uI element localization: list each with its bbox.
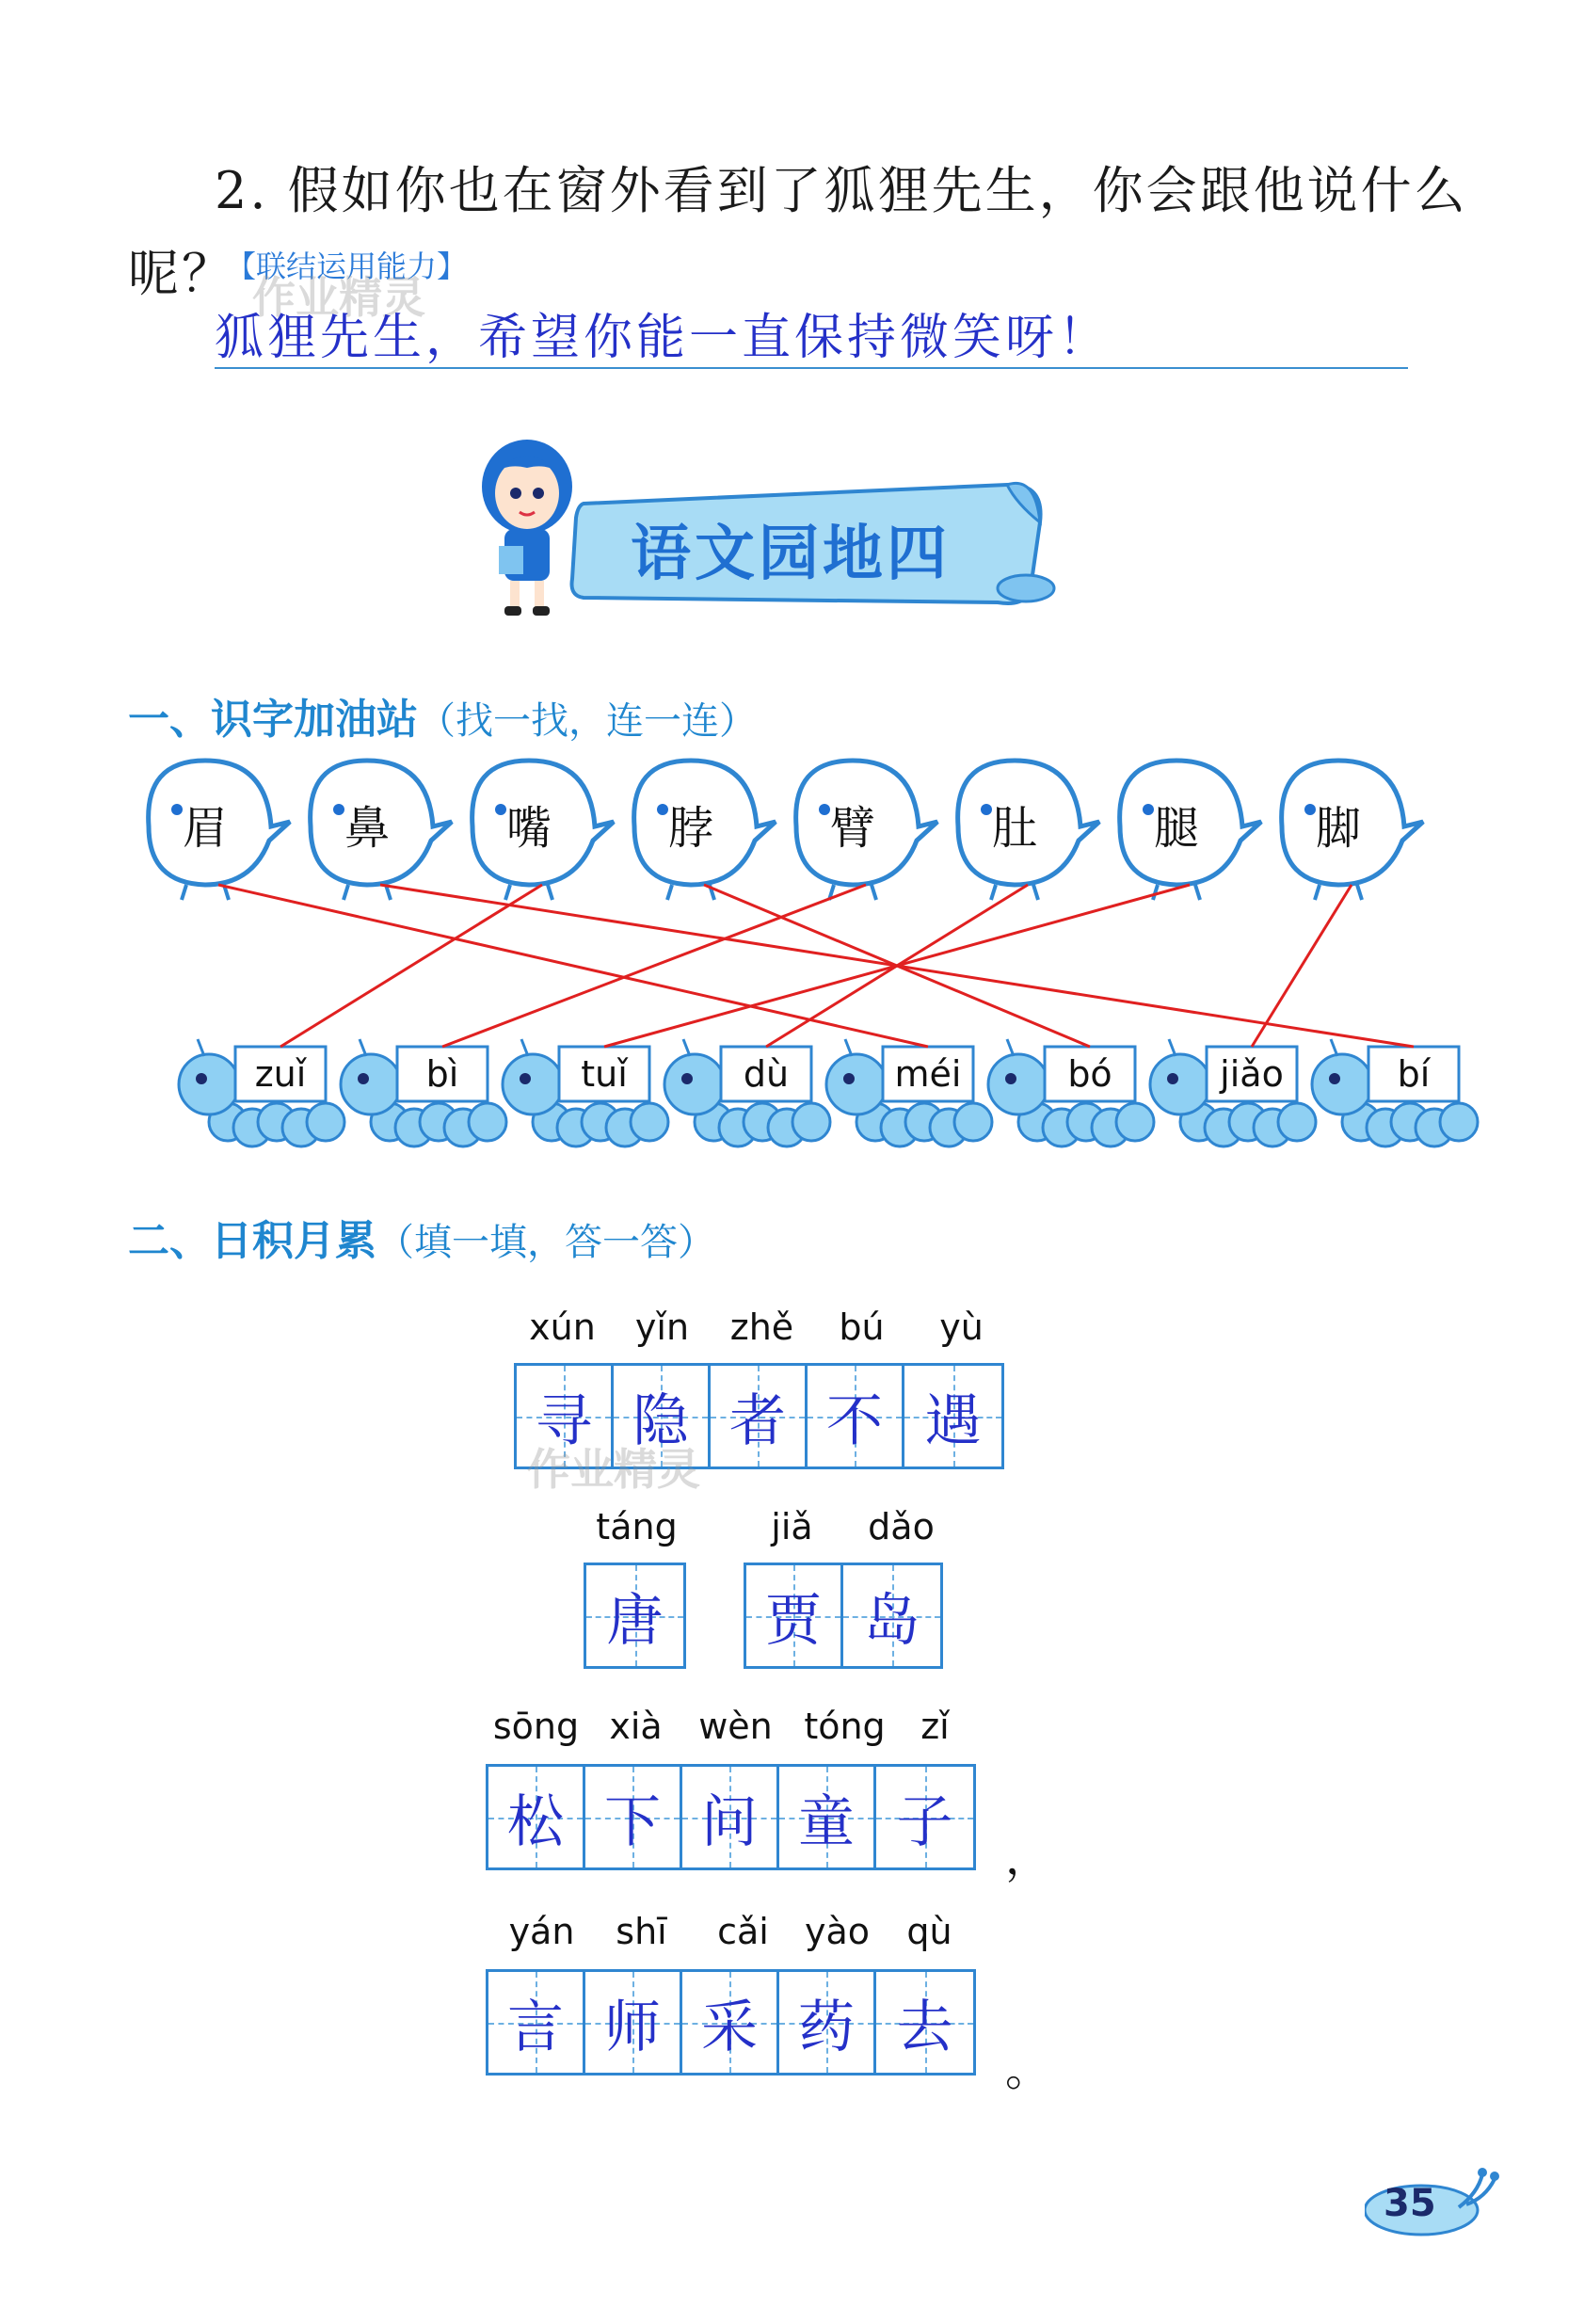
caterpillar-head bbox=[1312, 1054, 1372, 1114]
caterpillar-eye bbox=[681, 1073, 693, 1084]
chick-character: 臂 bbox=[829, 802, 876, 855]
char-cell: 药 bbox=[779, 1972, 876, 2073]
chick-eye bbox=[819, 804, 830, 815]
caterpillar-head bbox=[341, 1054, 401, 1114]
chick-7 bbox=[1120, 761, 1261, 900]
pinyin: shī bbox=[616, 1911, 667, 1952]
caterpillar-7 bbox=[1150, 1039, 1316, 1146]
char-cell: 唐 bbox=[586, 1565, 683, 1666]
match-line bbox=[218, 885, 928, 1047]
dynasty-grid bbox=[584, 1563, 686, 1669]
char-cell: 遇 bbox=[904, 1366, 1001, 1467]
caterpillar-segment bbox=[792, 1103, 830, 1141]
caterpillar-pinyin: méi bbox=[894, 1053, 962, 1095]
question-line-2: 呢？ bbox=[128, 244, 235, 303]
caterpillar-head bbox=[179, 1054, 239, 1114]
caterpillar-antenna bbox=[360, 1039, 366, 1056]
chick-eye bbox=[1304, 804, 1316, 815]
answer-text: 狐狸先生，希望你能一直保持微笑呀！ bbox=[215, 310, 1112, 366]
caterpillar-pinyin: bì bbox=[425, 1053, 459, 1095]
caterpillar-5 bbox=[826, 1039, 992, 1146]
char-cell: 不 bbox=[808, 1366, 904, 1467]
match-line bbox=[1252, 885, 1352, 1047]
chick-character: 嘴 bbox=[505, 802, 552, 855]
watermark-middle: 作业精灵 bbox=[527, 1444, 700, 1495]
caterpillar-segment bbox=[1440, 1103, 1478, 1141]
caterpillar-head bbox=[503, 1054, 563, 1114]
chick-leg bbox=[1195, 885, 1200, 900]
char-cell: 松 bbox=[488, 1767, 585, 1867]
char-cell: 岛 bbox=[843, 1565, 940, 1666]
caterpillar-antenna bbox=[1331, 1039, 1337, 1056]
pinyin: táng bbox=[596, 1506, 678, 1547]
caterpillar-eye bbox=[1329, 1073, 1340, 1084]
poem-title-grid bbox=[514, 1363, 1004, 1469]
pinyin: xún bbox=[529, 1306, 596, 1348]
chick-leg bbox=[1357, 885, 1362, 900]
chick-leg bbox=[1153, 885, 1158, 900]
chick-leg bbox=[991, 885, 996, 900]
pinyin: wèn bbox=[698, 1706, 773, 1747]
caterpillar-segment bbox=[307, 1103, 344, 1141]
chick-leg bbox=[548, 885, 552, 900]
caterpillar-pinyin: zuǐ bbox=[254, 1053, 307, 1095]
chick-eye bbox=[1143, 804, 1154, 815]
chick-character: 鼻 bbox=[344, 802, 391, 855]
char-cell: 师 bbox=[585, 1972, 682, 2073]
caterpillar-4 bbox=[664, 1039, 830, 1146]
caterpillar-eye bbox=[843, 1073, 855, 1084]
caterpillar-head bbox=[988, 1054, 1048, 1114]
caterpillar-antenna bbox=[521, 1039, 528, 1056]
chick-eye bbox=[171, 804, 183, 815]
caterpillar-antenna bbox=[683, 1039, 690, 1056]
pinyin: xià bbox=[609, 1706, 663, 1747]
caterpillar-1 bbox=[179, 1039, 344, 1146]
match-line bbox=[604, 885, 1190, 1047]
caterpillar-head bbox=[826, 1054, 887, 1114]
pinyin: yào bbox=[804, 1911, 871, 1952]
chick-eye bbox=[495, 804, 506, 815]
chick-character: 脚 bbox=[1315, 802, 1362, 855]
chick-leg bbox=[505, 885, 510, 900]
chick-4 bbox=[634, 761, 776, 900]
caterpillar-pinyin: jiǎo bbox=[1220, 1053, 1284, 1095]
caterpillar-segment bbox=[1278, 1103, 1316, 1141]
caterpillar-head bbox=[664, 1054, 725, 1114]
chick-character: 脖 bbox=[667, 802, 714, 855]
pinyin: zǐ bbox=[920, 1706, 950, 1747]
chick-eye bbox=[333, 804, 344, 815]
caterpillar-pinyin: bí bbox=[1397, 1053, 1431, 1095]
poem-line1-grid bbox=[486, 1764, 976, 1870]
pinyin: zhě bbox=[729, 1306, 794, 1348]
chick-character: 眉 bbox=[182, 802, 229, 855]
section2-hint: （填一填，答一答） bbox=[376, 1221, 715, 1264]
caterpillar-segment bbox=[954, 1103, 992, 1141]
char-cell: 寻 bbox=[517, 1366, 614, 1467]
char-cell: 子 bbox=[876, 1767, 973, 1867]
section1-hint: （找一找，连一连） bbox=[418, 699, 757, 743]
watermark-top: 作业精灵 bbox=[252, 272, 425, 323]
chick-leg bbox=[182, 885, 186, 900]
caterpillar-eye bbox=[1167, 1073, 1178, 1084]
caterpillar-eye bbox=[196, 1073, 207, 1084]
chick-8 bbox=[1282, 761, 1423, 900]
chick-leg bbox=[1315, 885, 1320, 900]
caterpillar-8 bbox=[1312, 1039, 1478, 1146]
author-grid bbox=[744, 1563, 943, 1669]
pinyin: qù bbox=[906, 1911, 952, 1952]
char-cell: 下 bbox=[585, 1767, 682, 1867]
char-cell: 言 bbox=[488, 1972, 585, 2073]
caterpillar-2 bbox=[341, 1039, 506, 1146]
caterpillar-pinyin: tuǐ bbox=[581, 1053, 628, 1095]
banner-title: 语文园地四 bbox=[631, 519, 951, 589]
pinyin: bú bbox=[839, 1306, 885, 1348]
caterpillar-antenna bbox=[198, 1039, 204, 1056]
section2-title-text: 二、日积月累 bbox=[128, 1217, 376, 1265]
caterpillar-eye bbox=[1005, 1073, 1016, 1084]
chick-eye bbox=[981, 804, 992, 815]
char-cell: 去 bbox=[876, 1972, 973, 2073]
chick-2 bbox=[311, 761, 452, 900]
char-cell: 者 bbox=[711, 1366, 808, 1467]
chick-6 bbox=[958, 761, 1099, 900]
caterpillar-pinyin: bó bbox=[1067, 1053, 1112, 1095]
chick-5 bbox=[796, 761, 937, 900]
pinyin: sōng bbox=[492, 1706, 580, 1747]
chick-1 bbox=[149, 761, 290, 900]
chick-leg bbox=[1033, 885, 1038, 900]
poem-line2-grid bbox=[486, 1969, 976, 2076]
caterpillar-head bbox=[1150, 1054, 1210, 1114]
char-cell: 隐 bbox=[614, 1366, 711, 1467]
section2-title bbox=[128, 1207, 715, 1267]
page-number: 35 bbox=[1384, 2182, 1436, 2225]
chick-character: 肚 bbox=[991, 802, 1038, 855]
ability-tag: 【联结运用能力】 bbox=[226, 248, 468, 284]
page-number-badge bbox=[1365, 2156, 1506, 2240]
chick-leg bbox=[344, 885, 348, 900]
caterpillar-antenna bbox=[1169, 1039, 1176, 1056]
caterpillar-pinyin: dù bbox=[743, 1053, 790, 1095]
pinyin: yù bbox=[939, 1306, 984, 1348]
char-cell: 贾 bbox=[746, 1565, 843, 1666]
question-line-1: 2. 假如你也在窗外看到了狐狸先生，你会跟他说什么 bbox=[215, 161, 1468, 220]
caterpillar-3 bbox=[503, 1039, 668, 1146]
caterpillar-segment bbox=[469, 1103, 506, 1141]
caterpillar-antenna bbox=[1007, 1039, 1014, 1056]
caterpillar-eye bbox=[520, 1073, 531, 1084]
chick-3 bbox=[472, 761, 614, 900]
char-cell: 问 bbox=[682, 1767, 779, 1867]
pinyin: jiǎ bbox=[771, 1506, 813, 1547]
chick-character: 腿 bbox=[1153, 802, 1200, 855]
chick-leg bbox=[872, 885, 876, 900]
char-cell: 采 bbox=[682, 1972, 779, 2073]
pinyin: cǎi bbox=[717, 1911, 769, 1952]
pinyin: yán bbox=[508, 1911, 575, 1952]
comma: ， bbox=[1005, 1832, 1051, 1884]
pinyin: tóng bbox=[804, 1706, 886, 1747]
chick-leg bbox=[667, 885, 672, 900]
section1-title-text: 一、识字加油站 bbox=[128, 696, 418, 744]
caterpillar-eye bbox=[358, 1073, 369, 1084]
chick-eye bbox=[657, 804, 668, 815]
period: 。 bbox=[1005, 2044, 1051, 2096]
match-line bbox=[442, 885, 866, 1047]
pinyin: yǐn bbox=[634, 1306, 690, 1348]
caterpillar-6 bbox=[988, 1039, 1154, 1146]
caterpillar-segment bbox=[1116, 1103, 1154, 1141]
caterpillar-antenna bbox=[845, 1039, 852, 1056]
char-cell: 童 bbox=[779, 1767, 876, 1867]
pinyin: dǎo bbox=[868, 1506, 935, 1547]
caterpillar-segment bbox=[631, 1103, 668, 1141]
